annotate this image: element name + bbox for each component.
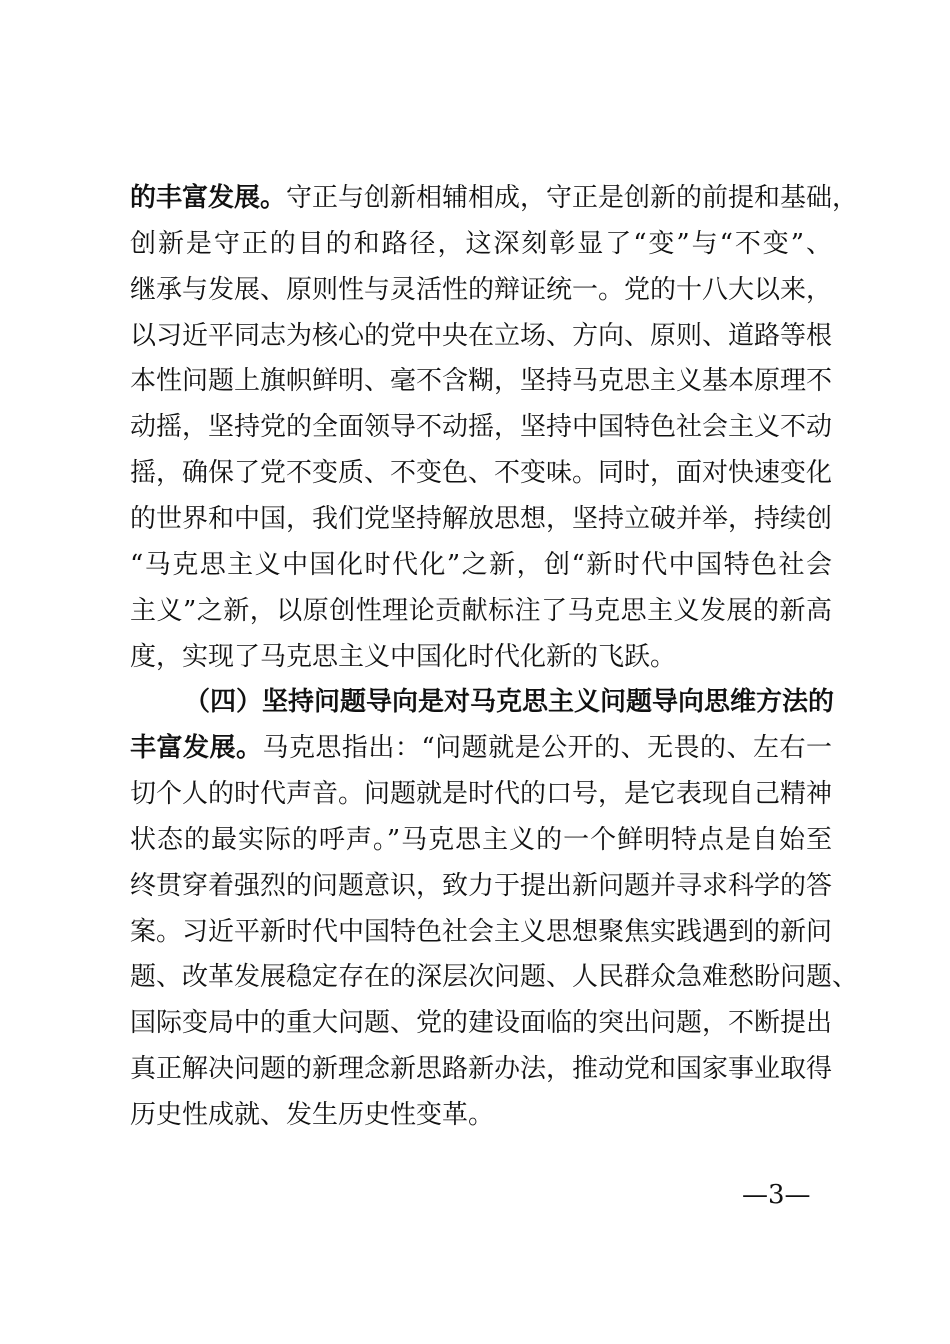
text-line — [130, 319, 832, 353]
text-line — [130, 502, 832, 536]
body-text: 以习近平同志为核心的党中央在立场、方向、原则、道路等根 — [130, 320, 833, 351]
text-line — [130, 227, 832, 261]
body-text: 动摇，坚持党的全面领导不动摇，坚持中国特色社会主义不动 — [130, 412, 833, 443]
body-text: 真正解决问题的新理念新思路新办法，推动党和国家事业取得 — [130, 1054, 833, 1085]
body-text: 切个人的时代声音。问题就是时代的口号，是它表现自己精神 — [130, 779, 833, 810]
body-text: 守正与创新相辅相成，守正是创新的前提和基础， — [286, 183, 859, 213]
body-text: 本性问题上旗帜鲜明、毫不含糊，坚持马克思主义基本原理不 — [130, 366, 833, 397]
body-text: 创新是守正的目的和路径，这深刻彰显了“变”与“不变”、 — [130, 228, 832, 259]
text-line — [130, 181, 859, 215]
text-line — [130, 960, 859, 994]
text-line — [130, 1098, 832, 1132]
body-text: 终贯穿着强烈的问题意识，致力于提出新问题并寻求科学的答 — [130, 870, 833, 901]
body-text: 度，实现了马克思主义中国化时代化新的飞跃。 — [130, 641, 677, 672]
body-text: 状态的最实际的呼声。”马克思主义的一个鲜明特点是自始至 — [130, 824, 832, 855]
body-text: 摇，确保了党不变质、不变色、不变味。同时，面对快速变化 — [130, 458, 833, 489]
text-line — [130, 731, 832, 765]
body-text: 马克思指出：“问题就是公开的、无畏的、左右一 — [262, 733, 832, 764]
text-line — [130, 273, 832, 307]
text-line — [184, 685, 835, 719]
text-line — [130, 869, 832, 903]
page-number: —3— — [742, 1180, 811, 1210]
text-line — [130, 823, 832, 857]
body-text: 题、改革发展稳定存在的深层次问题、人民群众急难愁盼问题、 — [130, 962, 859, 993]
bold-heading-text: （四）坚持问题导向是对马克思主义问题导向思维方法的 — [184, 687, 835, 718]
text-line — [130, 915, 832, 949]
text-line — [130, 456, 832, 490]
body-text: 国际变局中的重大问题、党的建设面临的突出问题，不断提出 — [130, 1008, 833, 1039]
bold-heading-text: 的丰富发展。 — [130, 183, 287, 213]
bold-heading-text: 丰富发展。 — [130, 733, 263, 764]
text-line — [130, 640, 832, 674]
text-line — [130, 410, 832, 444]
text-line — [130, 364, 832, 398]
text-line — [130, 548, 832, 582]
text-line — [130, 594, 832, 628]
text-line — [130, 1006, 832, 1040]
text-line — [130, 1052, 832, 1086]
body-text: 主义”之新，以原创性理论贡献标注了马克思主义发展的新高 — [130, 595, 832, 626]
body-text: 继承与发展、原则性与灵活性的辩证统一。党的十八大以来， — [130, 274, 833, 305]
body-text: 案。习近平新时代中国特色社会主义思想聚焦实践遇到的新问 — [130, 916, 833, 947]
body-text: 的世界和中国，我们党坚持解放思想，坚持立破并举，持续创 — [130, 503, 833, 534]
body-text: “马克思主义中国化时代化”之新，创“新时代中国特色社会 — [130, 549, 832, 580]
body-text: 历史性成就、发生历史性变革。 — [130, 1100, 495, 1130]
text-line — [130, 777, 832, 811]
